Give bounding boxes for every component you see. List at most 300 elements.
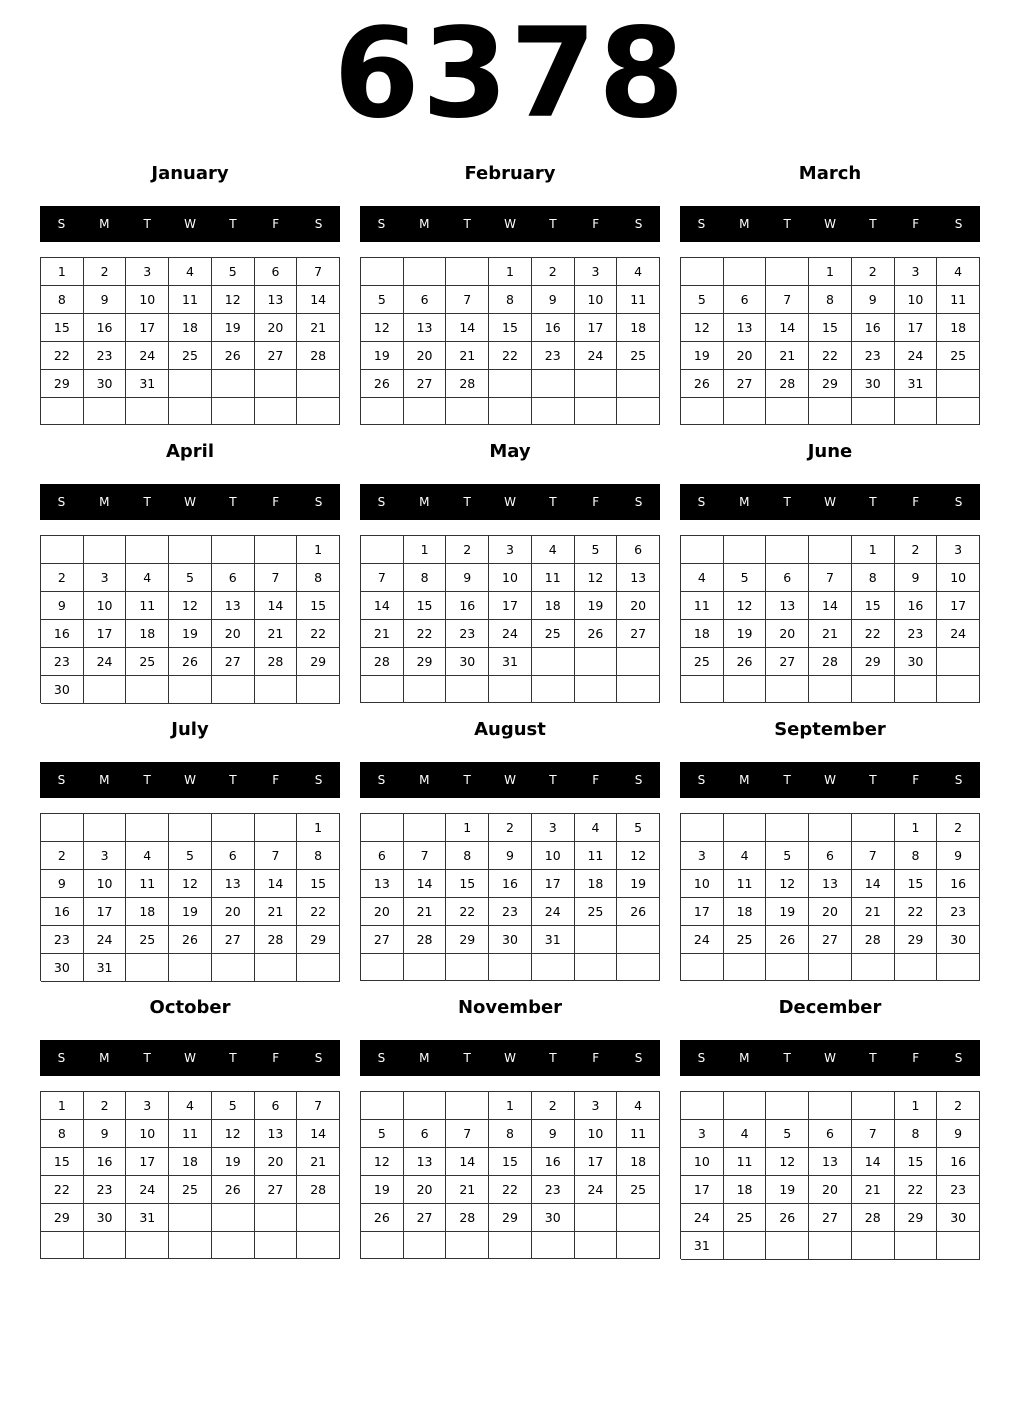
day-cell: 22 bbox=[489, 1176, 532, 1204]
day-cell bbox=[212, 676, 255, 704]
day-cell: 2 bbox=[446, 536, 489, 564]
day-cell: 29 bbox=[404, 648, 447, 676]
day-cell bbox=[617, 1204, 660, 1232]
day-cell: 30 bbox=[41, 954, 84, 982]
day-cell bbox=[895, 398, 938, 425]
day-cell: 8 bbox=[489, 286, 532, 314]
day-cell: 16 bbox=[852, 314, 895, 342]
day-cell: 31 bbox=[126, 370, 169, 398]
day-cell: 28 bbox=[255, 648, 298, 676]
day-cell: 30 bbox=[937, 926, 980, 954]
day-cell: 9 bbox=[41, 870, 84, 898]
day-cell: 20 bbox=[255, 314, 298, 342]
month-name: June bbox=[807, 441, 853, 462]
weekday-label: W bbox=[824, 495, 836, 509]
day-cell bbox=[575, 1204, 618, 1232]
day-cell: 3 bbox=[126, 1092, 169, 1120]
weekday-label: T bbox=[463, 1051, 471, 1065]
weekday-label: W bbox=[824, 1051, 836, 1065]
day-cell: 18 bbox=[169, 1148, 212, 1176]
day-cell: 30 bbox=[84, 370, 127, 398]
day-cell bbox=[212, 1232, 255, 1259]
day-cell: 4 bbox=[126, 842, 169, 870]
day-cell: 15 bbox=[404, 592, 447, 620]
weekday-label: F bbox=[912, 217, 920, 231]
day-cell: 24 bbox=[575, 342, 618, 370]
day-cell: 4 bbox=[617, 258, 660, 286]
day-cell: 23 bbox=[937, 1176, 980, 1204]
day-cell: 2 bbox=[852, 258, 895, 286]
day-cell: 11 bbox=[681, 592, 724, 620]
day-cell: 22 bbox=[404, 620, 447, 648]
day-cell: 6 bbox=[809, 842, 852, 870]
day-cell bbox=[937, 370, 980, 398]
weekday-label: S bbox=[377, 495, 386, 509]
month-name: September bbox=[774, 719, 886, 740]
day-cell: 25 bbox=[617, 342, 660, 370]
day-cell: 25 bbox=[575, 898, 618, 926]
weekday-label: T bbox=[783, 217, 791, 231]
day-cell: 28 bbox=[446, 1204, 489, 1232]
day-cell bbox=[361, 676, 404, 703]
day-cell bbox=[937, 1232, 980, 1260]
day-cell: 8 bbox=[41, 1120, 84, 1148]
weekday-label: W bbox=[504, 773, 516, 787]
day-cell bbox=[361, 1232, 404, 1259]
day-cell: 25 bbox=[724, 1204, 767, 1232]
day-cell bbox=[489, 676, 532, 703]
month-name: February bbox=[464, 163, 556, 184]
day-cell: 23 bbox=[937, 898, 980, 926]
day-cell: 29 bbox=[297, 648, 340, 676]
day-cell: 18 bbox=[681, 620, 724, 648]
day-cell: 19 bbox=[169, 898, 212, 926]
weekday-label: T bbox=[143, 217, 151, 231]
day-cell: 25 bbox=[126, 926, 169, 954]
day-cell bbox=[809, 954, 852, 981]
weekday-label: M bbox=[419, 217, 430, 231]
day-cell: 6 bbox=[255, 1092, 298, 1120]
day-cell bbox=[169, 398, 212, 425]
weekday-label: W bbox=[184, 217, 196, 231]
weekday-label: S bbox=[377, 773, 386, 787]
day-cell: 1 bbox=[297, 536, 340, 564]
day-cell: 24 bbox=[126, 1176, 169, 1204]
day-cell: 15 bbox=[895, 870, 938, 898]
day-cell bbox=[532, 676, 575, 703]
day-cell bbox=[361, 814, 404, 842]
day-cell bbox=[489, 370, 532, 398]
day-cell bbox=[937, 648, 980, 676]
day-cell: 17 bbox=[681, 898, 724, 926]
day-cell: 30 bbox=[84, 1204, 127, 1232]
day-cell: 17 bbox=[126, 314, 169, 342]
weekday-label: T bbox=[549, 773, 557, 787]
weekday-label: S bbox=[954, 217, 963, 231]
weekday-label: T bbox=[229, 1051, 237, 1065]
day-cell bbox=[255, 676, 298, 704]
day-cell: 12 bbox=[212, 1120, 255, 1148]
day-cell: 24 bbox=[895, 342, 938, 370]
day-grid bbox=[680, 257, 980, 425]
day-cell bbox=[126, 954, 169, 982]
day-grid bbox=[680, 1091, 980, 1259]
day-cell: 31 bbox=[532, 926, 575, 954]
month-name: November bbox=[457, 997, 563, 1018]
day-cell: 13 bbox=[255, 1120, 298, 1148]
day-cell: 7 bbox=[297, 258, 340, 286]
day-cell: 24 bbox=[575, 1176, 618, 1204]
day-cell: 27 bbox=[212, 648, 255, 676]
day-cell: 24 bbox=[84, 648, 127, 676]
day-cell bbox=[575, 648, 618, 676]
day-cell: 19 bbox=[681, 342, 724, 370]
day-cell: 10 bbox=[84, 592, 127, 620]
day-cell: 12 bbox=[361, 314, 404, 342]
day-cell: 26 bbox=[766, 1204, 809, 1232]
day-cell: 21 bbox=[255, 620, 298, 648]
month-name: July bbox=[171, 719, 209, 740]
day-cell bbox=[169, 814, 212, 842]
day-cell: 20 bbox=[809, 1176, 852, 1204]
day-cell bbox=[852, 676, 895, 703]
weekday-label: T bbox=[463, 773, 471, 787]
weekday-label: T bbox=[229, 217, 237, 231]
day-cell bbox=[617, 954, 660, 981]
day-cell: 11 bbox=[724, 1148, 767, 1176]
day-cell: 4 bbox=[724, 1120, 767, 1148]
weekday-label: M bbox=[419, 1051, 430, 1065]
weekday-label: T bbox=[783, 773, 791, 787]
month-name: May bbox=[489, 441, 531, 462]
weekday-label: S bbox=[634, 1051, 643, 1065]
weekday-label: F bbox=[592, 1051, 600, 1065]
day-cell bbox=[255, 370, 298, 398]
day-cell: 29 bbox=[852, 648, 895, 676]
day-cell bbox=[575, 926, 618, 954]
day-cell: 19 bbox=[212, 314, 255, 342]
day-cell bbox=[84, 398, 127, 425]
day-cell: 14 bbox=[404, 870, 447, 898]
day-cell: 16 bbox=[41, 620, 84, 648]
day-cell: 22 bbox=[41, 342, 84, 370]
day-cell bbox=[404, 814, 447, 842]
day-cell bbox=[724, 258, 767, 286]
weekday-header bbox=[680, 484, 980, 520]
day-cell: 14 bbox=[446, 314, 489, 342]
day-cell bbox=[575, 676, 618, 703]
weekday-header bbox=[680, 206, 980, 242]
day-cell bbox=[446, 1232, 489, 1259]
day-cell: 13 bbox=[212, 592, 255, 620]
day-cell bbox=[724, 676, 767, 703]
day-cell bbox=[361, 954, 404, 981]
day-cell: 3 bbox=[575, 258, 618, 286]
day-cell: 23 bbox=[532, 1176, 575, 1204]
weekday-label: T bbox=[229, 773, 237, 787]
day-cell: 27 bbox=[809, 926, 852, 954]
day-cell: 22 bbox=[297, 898, 340, 926]
day-cell: 20 bbox=[212, 620, 255, 648]
day-cell: 17 bbox=[681, 1176, 724, 1204]
day-cell: 25 bbox=[126, 648, 169, 676]
weekday-label: W bbox=[184, 1051, 196, 1065]
day-cell: 19 bbox=[361, 342, 404, 370]
day-cell: 28 bbox=[297, 342, 340, 370]
day-cell: 18 bbox=[532, 592, 575, 620]
weekday-label: M bbox=[739, 773, 750, 787]
weekday-label: S bbox=[314, 495, 323, 509]
day-cell: 6 bbox=[404, 286, 447, 314]
day-cell: 2 bbox=[41, 842, 84, 870]
day-cell bbox=[766, 258, 809, 286]
day-cell: 26 bbox=[766, 926, 809, 954]
month-name: August bbox=[474, 719, 546, 740]
day-cell bbox=[169, 676, 212, 704]
day-cell: 15 bbox=[297, 592, 340, 620]
day-cell: 22 bbox=[446, 898, 489, 926]
day-cell: 28 bbox=[852, 926, 895, 954]
day-cell: 4 bbox=[724, 842, 767, 870]
day-cell bbox=[681, 258, 724, 286]
day-grid bbox=[40, 257, 340, 425]
day-grid bbox=[40, 535, 340, 703]
day-cell: 1 bbox=[895, 1092, 938, 1120]
day-cell: 30 bbox=[489, 926, 532, 954]
weekday-header bbox=[680, 762, 980, 798]
day-cell: 20 bbox=[809, 898, 852, 926]
day-cell: 14 bbox=[361, 592, 404, 620]
day-cell: 12 bbox=[575, 564, 618, 592]
day-cell: 12 bbox=[681, 314, 724, 342]
weekday-label: F bbox=[272, 773, 280, 787]
weekday-label: T bbox=[869, 1051, 877, 1065]
day-cell: 27 bbox=[255, 1176, 298, 1204]
day-cell: 9 bbox=[41, 592, 84, 620]
day-cell: 28 bbox=[852, 1204, 895, 1232]
day-cell: 28 bbox=[446, 370, 489, 398]
month-name: October bbox=[149, 997, 231, 1018]
day-cell: 7 bbox=[852, 842, 895, 870]
day-cell: 3 bbox=[126, 258, 169, 286]
day-cell bbox=[489, 398, 532, 425]
day-cell: 23 bbox=[446, 620, 489, 648]
day-cell bbox=[41, 398, 84, 425]
day-cell: 1 bbox=[895, 814, 938, 842]
day-cell bbox=[255, 954, 298, 982]
day-cell: 14 bbox=[852, 870, 895, 898]
day-cell: 31 bbox=[84, 954, 127, 982]
day-cell: 13 bbox=[809, 1148, 852, 1176]
day-cell: 2 bbox=[937, 1092, 980, 1120]
day-cell: 3 bbox=[84, 842, 127, 870]
day-cell bbox=[169, 1204, 212, 1232]
day-cell: 31 bbox=[681, 1232, 724, 1260]
day-cell: 1 bbox=[852, 536, 895, 564]
day-cell: 17 bbox=[532, 870, 575, 898]
day-cell: 26 bbox=[212, 342, 255, 370]
day-cell bbox=[532, 370, 575, 398]
day-cell: 12 bbox=[212, 286, 255, 314]
day-cell: 5 bbox=[169, 842, 212, 870]
day-cell: 29 bbox=[895, 1204, 938, 1232]
day-cell bbox=[617, 398, 660, 425]
day-cell: 23 bbox=[895, 620, 938, 648]
day-cell bbox=[532, 398, 575, 425]
day-cell: 10 bbox=[532, 842, 575, 870]
day-cell bbox=[724, 1092, 767, 1120]
day-cell bbox=[575, 1232, 618, 1259]
day-cell: 3 bbox=[489, 536, 532, 564]
day-cell: 3 bbox=[532, 814, 575, 842]
day-cell bbox=[361, 536, 404, 564]
weekday-label: M bbox=[99, 1051, 110, 1065]
day-cell: 15 bbox=[41, 1148, 84, 1176]
day-cell bbox=[126, 676, 169, 704]
day-cell: 24 bbox=[681, 1204, 724, 1232]
weekday-label: T bbox=[783, 495, 791, 509]
day-cell: 17 bbox=[84, 898, 127, 926]
day-cell bbox=[84, 814, 127, 842]
weekday-label: M bbox=[739, 1051, 750, 1065]
weekday-label: S bbox=[57, 1051, 66, 1065]
day-cell: 1 bbox=[489, 258, 532, 286]
day-cell: 27 bbox=[404, 1204, 447, 1232]
day-cell: 26 bbox=[575, 620, 618, 648]
day-cell: 20 bbox=[212, 898, 255, 926]
weekday-label: W bbox=[824, 217, 836, 231]
day-cell: 20 bbox=[404, 342, 447, 370]
weekday-label: S bbox=[377, 217, 386, 231]
day-cell: 6 bbox=[212, 842, 255, 870]
weekday-label: S bbox=[314, 773, 323, 787]
day-cell: 29 bbox=[41, 370, 84, 398]
day-cell: 9 bbox=[489, 842, 532, 870]
weekday-label: W bbox=[504, 1051, 516, 1065]
weekday-label: F bbox=[912, 773, 920, 787]
day-cell bbox=[937, 676, 980, 703]
day-cell: 24 bbox=[937, 620, 980, 648]
day-cell: 30 bbox=[532, 1204, 575, 1232]
day-cell: 21 bbox=[446, 342, 489, 370]
day-cell bbox=[169, 954, 212, 982]
day-cell: 26 bbox=[681, 370, 724, 398]
day-cell: 14 bbox=[297, 1120, 340, 1148]
day-cell: 29 bbox=[809, 370, 852, 398]
day-cell: 20 bbox=[724, 342, 767, 370]
day-cell: 26 bbox=[361, 370, 404, 398]
weekday-label: M bbox=[99, 773, 110, 787]
day-cell: 7 bbox=[297, 1092, 340, 1120]
weekday-label: T bbox=[143, 773, 151, 787]
day-cell: 7 bbox=[852, 1120, 895, 1148]
day-cell: 22 bbox=[895, 1176, 938, 1204]
day-cell: 26 bbox=[361, 1204, 404, 1232]
day-cell: 26 bbox=[724, 648, 767, 676]
day-cell: 28 bbox=[255, 926, 298, 954]
day-cell bbox=[212, 536, 255, 564]
day-cell bbox=[361, 1092, 404, 1120]
weekday-label: S bbox=[634, 773, 643, 787]
day-cell bbox=[126, 536, 169, 564]
day-cell: 9 bbox=[937, 1120, 980, 1148]
day-cell: 12 bbox=[169, 870, 212, 898]
weekday-label: S bbox=[314, 1051, 323, 1065]
day-cell bbox=[766, 954, 809, 981]
day-cell: 6 bbox=[255, 258, 298, 286]
day-cell: 13 bbox=[212, 870, 255, 898]
day-cell: 7 bbox=[361, 564, 404, 592]
day-cell: 28 bbox=[361, 648, 404, 676]
day-cell: 15 bbox=[446, 870, 489, 898]
day-cell: 9 bbox=[532, 286, 575, 314]
day-cell: 6 bbox=[404, 1120, 447, 1148]
day-cell bbox=[297, 370, 340, 398]
weekday-header bbox=[360, 1040, 660, 1076]
day-cell: 22 bbox=[489, 342, 532, 370]
day-cell: 31 bbox=[126, 1204, 169, 1232]
day-cell: 17 bbox=[937, 592, 980, 620]
day-cell: 22 bbox=[852, 620, 895, 648]
day-cell: 9 bbox=[937, 842, 980, 870]
day-cell: 10 bbox=[489, 564, 532, 592]
day-cell: 5 bbox=[361, 286, 404, 314]
day-cell: 18 bbox=[126, 898, 169, 926]
day-cell: 3 bbox=[84, 564, 127, 592]
day-cell: 23 bbox=[84, 1176, 127, 1204]
day-cell bbox=[489, 954, 532, 981]
day-cell bbox=[446, 1092, 489, 1120]
day-cell: 4 bbox=[575, 814, 618, 842]
day-cell bbox=[575, 370, 618, 398]
day-cell: 27 bbox=[212, 926, 255, 954]
weekday-label: F bbox=[592, 217, 600, 231]
day-cell: 21 bbox=[809, 620, 852, 648]
day-cell: 11 bbox=[937, 286, 980, 314]
day-cell: 19 bbox=[617, 870, 660, 898]
day-cell: 8 bbox=[297, 564, 340, 592]
day-cell: 18 bbox=[724, 1176, 767, 1204]
day-cell: 17 bbox=[575, 314, 618, 342]
month-name: January bbox=[151, 163, 229, 184]
day-cell bbox=[41, 1232, 84, 1259]
day-grid bbox=[680, 813, 980, 981]
day-cell: 14 bbox=[255, 592, 298, 620]
weekday-label: T bbox=[143, 495, 151, 509]
day-cell bbox=[617, 676, 660, 703]
day-cell: 4 bbox=[937, 258, 980, 286]
day-cell: 25 bbox=[681, 648, 724, 676]
day-cell: 5 bbox=[766, 1120, 809, 1148]
day-cell: 21 bbox=[297, 1148, 340, 1176]
day-cell: 27 bbox=[404, 370, 447, 398]
day-cell: 16 bbox=[84, 314, 127, 342]
day-cell bbox=[255, 1204, 298, 1232]
day-cell: 5 bbox=[724, 564, 767, 592]
weekday-label: S bbox=[954, 495, 963, 509]
weekday-label: S bbox=[57, 217, 66, 231]
day-cell bbox=[852, 1232, 895, 1260]
day-cell: 15 bbox=[489, 314, 532, 342]
weekday-label: F bbox=[272, 1051, 280, 1065]
day-cell: 19 bbox=[212, 1148, 255, 1176]
weekday-header bbox=[40, 762, 340, 798]
day-cell: 15 bbox=[895, 1148, 938, 1176]
day-cell: 7 bbox=[809, 564, 852, 592]
day-cell: 29 bbox=[489, 1204, 532, 1232]
day-cell bbox=[446, 954, 489, 981]
day-cell: 23 bbox=[41, 648, 84, 676]
